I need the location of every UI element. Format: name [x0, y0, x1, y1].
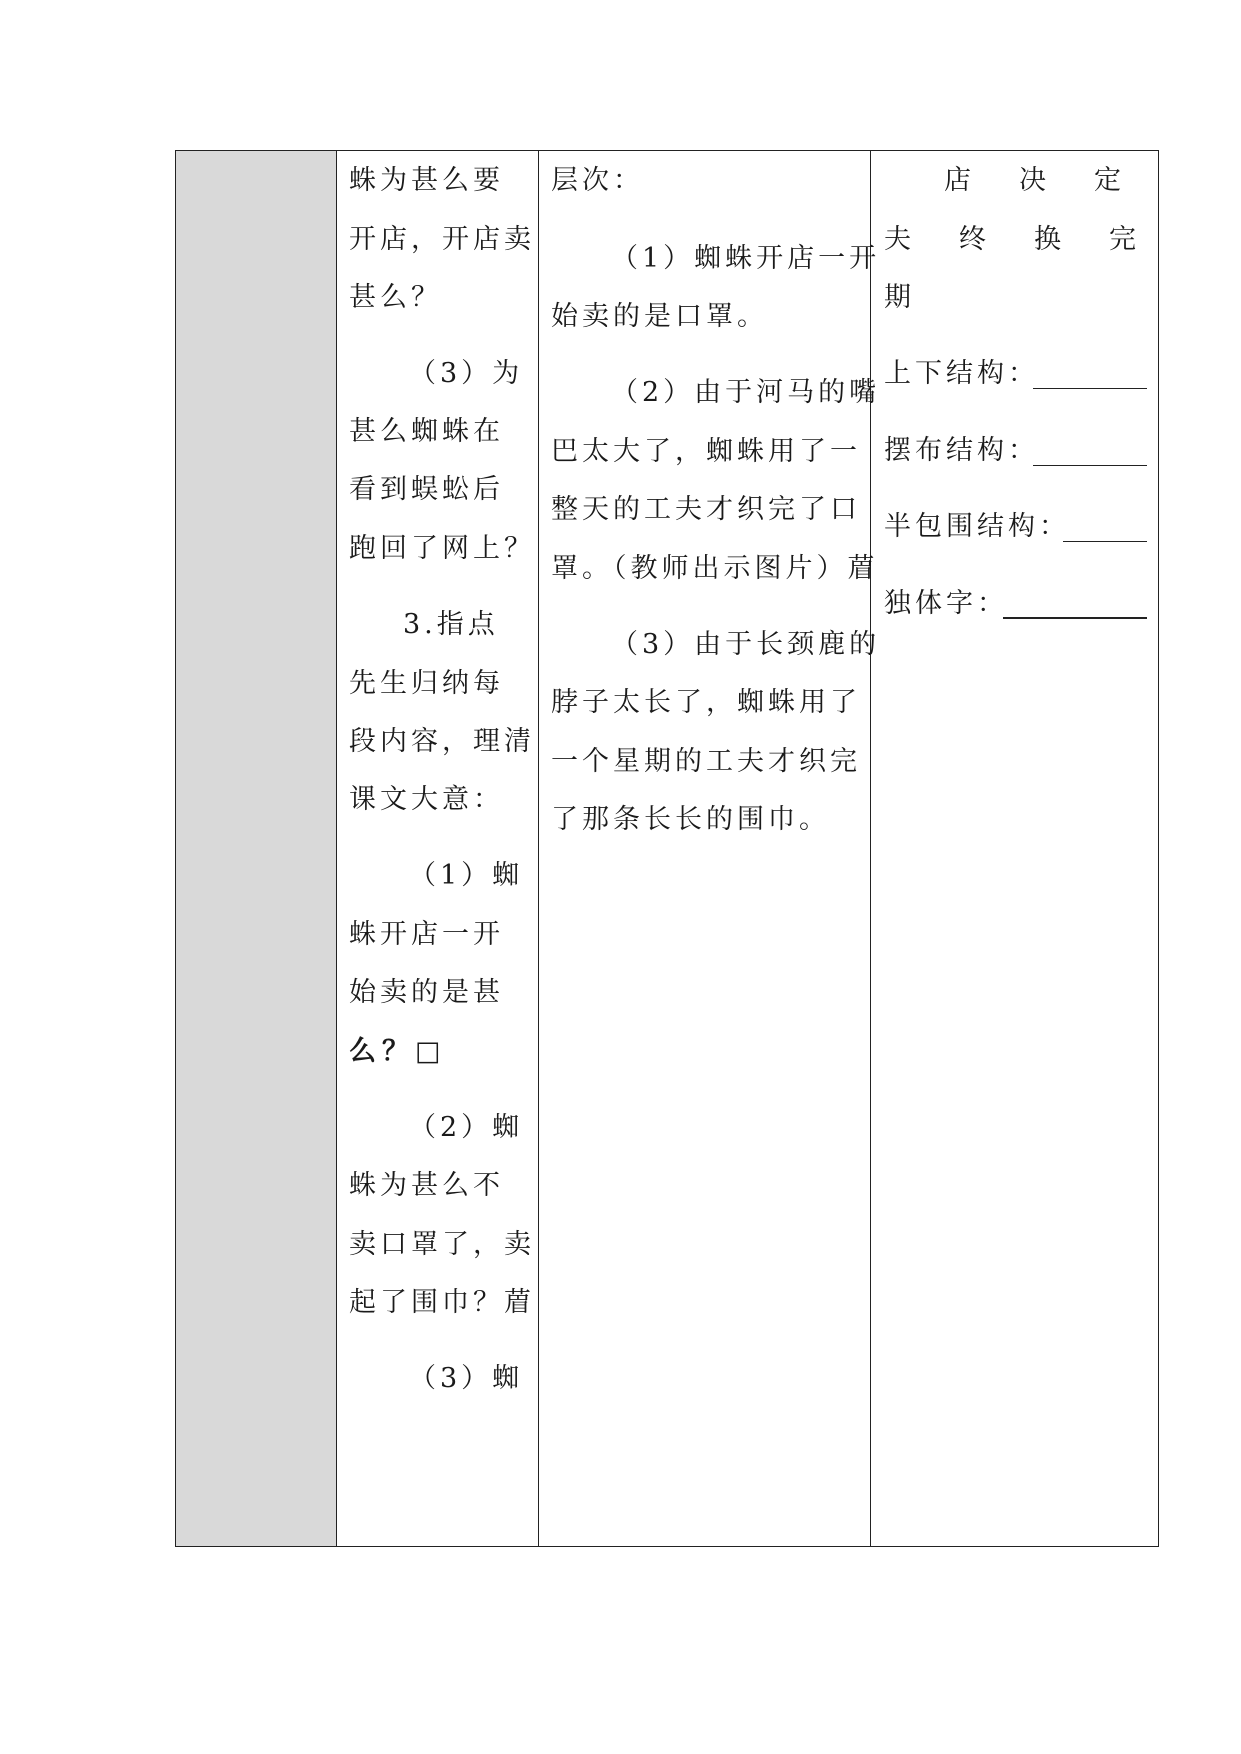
text-line: 3.指点	[403, 609, 499, 640]
student-activity-column	[539, 151, 881, 1546]
structure-label: 独体字：	[884, 588, 1008, 619]
text-line: 罩。（教师出示图片）葿	[551, 553, 879, 584]
character: 夫	[884, 224, 911, 255]
exercise-column	[871, 151, 1158, 1546]
text-line: 看到蜈蚣后	[349, 474, 504, 505]
character: 终	[959, 224, 986, 255]
structure-label: 半包围结构：	[884, 511, 1070, 542]
character: 定	[1094, 165, 1121, 196]
text-line: （2）蜘	[409, 1112, 524, 1143]
text-line: 段内容，理清	[349, 726, 535, 757]
text-line: 蛛开店一开	[349, 919, 504, 950]
text-line: 了那条长长的围巾。	[551, 804, 830, 835]
text-line: （3）为	[409, 358, 524, 389]
character: 完	[1109, 224, 1136, 255]
lesson-plan-table	[175, 150, 1159, 1547]
text-line: 脖子太长了，蜘蛛用了	[551, 687, 861, 718]
answer-blank[interactable]	[1033, 388, 1147, 389]
teacher-activity-column	[337, 151, 539, 1546]
text-line: （1）蜘蛛开店一开	[611, 243, 881, 274]
text-line: 么？□	[349, 1036, 447, 1067]
text-line: 始卖的是口罩。	[551, 301, 768, 332]
text-line: 整天的工夫才织完了口	[551, 494, 861, 525]
text-line: 始卖的是甚	[349, 977, 504, 1008]
text-line: 期	[884, 282, 915, 313]
text-line: 开店，开店卖	[349, 224, 535, 255]
text-line: 甚么蜘蛛在	[349, 416, 504, 447]
text-line: 跑回了网上？	[349, 533, 535, 564]
structure-label: 摆布结构：	[884, 435, 1039, 466]
text-line: （1）蜘	[409, 860, 524, 891]
text-line: 课文大意：	[349, 784, 504, 815]
text-line: 层次：	[551, 165, 644, 196]
text-line: 起了围巾？葿	[349, 1287, 535, 1318]
answer-blank[interactable]	[1063, 541, 1147, 542]
character: 店	[944, 165, 971, 196]
text-line: 卖口罩了，卖	[349, 1229, 535, 1260]
answer-blank[interactable]	[1003, 617, 1147, 619]
character: 决	[1019, 165, 1046, 196]
text-line: 甚么？	[349, 282, 442, 313]
structure-label: 上下结构：	[884, 358, 1039, 389]
text-line: 蛛为甚么要	[349, 165, 504, 196]
shaded-column	[176, 151, 337, 1546]
text-line: 一个星期的工夫才织完	[551, 746, 861, 777]
character: 换	[1034, 224, 1061, 255]
text-line: 先生归纳每	[349, 668, 504, 699]
text-line: （3）由于长颈鹿的	[611, 629, 881, 660]
text-line: （2）由于河马的嘴	[611, 377, 881, 408]
text-line: （3）蜘	[409, 1363, 524, 1394]
text-line: 蛛为甚么不	[349, 1170, 504, 1201]
text-line: 巴太大了，蜘蛛用了一	[551, 436, 861, 467]
answer-blank[interactable]	[1033, 465, 1147, 466]
